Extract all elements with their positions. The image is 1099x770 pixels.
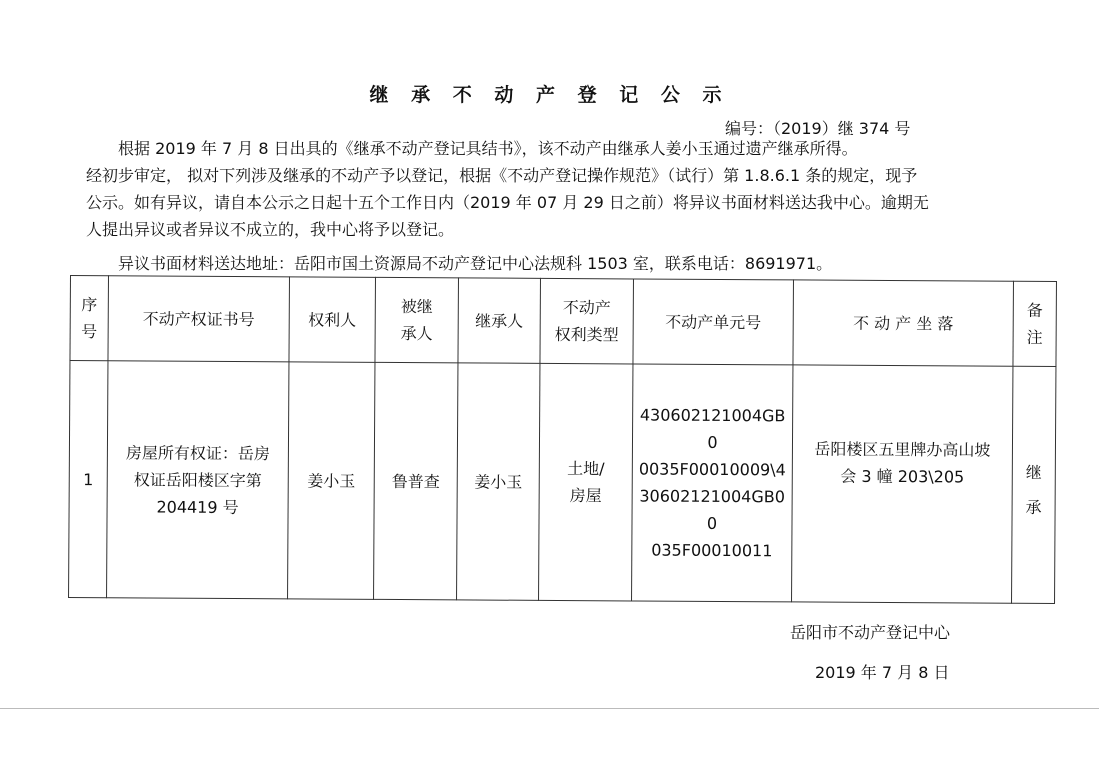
cell-unit-no: 430602121004GB0 0035F00010009\4 30602121004GB00 035F00010011 [632, 364, 793, 602]
objection-address: 异议书面材料送达地址：岳阳市国土资源局不动产登记中心法规科 1503 室，联系电话：8691971。 [118, 254, 833, 273]
header-decedent: 被继 承人 [375, 277, 459, 363]
cell-location: 岳阳楼区五里牌办高山坡 会 3 幢 203\205 [792, 365, 1013, 603]
document-number: 编号：（2019）继 374 号 [725, 119, 911, 138]
table-row [69, 361, 1056, 604]
header-unit-no: 不动产单元号 [633, 279, 794, 365]
header-remark: 备 注 [1013, 281, 1057, 366]
cell-seq: 1 [69, 361, 108, 598]
paragraph-2: 经初步审定， 拟对下列涉及继承的不动产予以登记，根据《不动产登记操作规范》（试行）第 1.8.6.1 条的规定，现予 [86, 166, 918, 185]
page-edge-divider [0, 708, 1099, 709]
table-header-row [70, 276, 1057, 367]
header-right-type: 不动产 权利类型 [540, 278, 634, 364]
cell-right-type: 土地/ 房屋 [539, 363, 633, 601]
paragraph-4: 人提出异议或者异议不成立的，我中心将予以登记。 [86, 220, 455, 239]
header-cert-no: 不动产权证书号 [108, 276, 290, 362]
issue-date: 2019 年 7 月 8 日 [815, 663, 950, 682]
cell-remark: 继 承 [1012, 366, 1056, 603]
header-heir: 继承人 [458, 278, 541, 363]
paragraph-3: 公示。如有异议，请自本公示之日起十五个工作日内（2019 年 07 月 29 日之前）将异议书面材料送达我中心。逾期无 [86, 193, 929, 212]
paragraph-1: 根据 2019 年 7 月 8 日出具的《继承不动产登记具结书》，该不动产由继承人姜小玉通过遗产继承所得。 [118, 139, 858, 158]
registration-table [68, 275, 1056, 604]
cell-decedent: 鲁普查 [374, 362, 458, 600]
cell-heir: 姜小玉 [457, 363, 540, 600]
document-title: 继 承 不 动 产 登 记 公 示 [369, 84, 730, 106]
issuing-organization: 岳阳市不动产登记中心 [790, 623, 951, 642]
cell-cert-no: 房屋所有权证：岳房 权证岳阳楼区字第 204419 号 [107, 361, 289, 599]
header-location: 不 动 产 坐 落 [793, 280, 1014, 366]
header-owner: 权利人 [289, 277, 376, 363]
cell-owner: 姜小玉 [288, 362, 375, 600]
header-seq: 序 号 [70, 276, 109, 361]
